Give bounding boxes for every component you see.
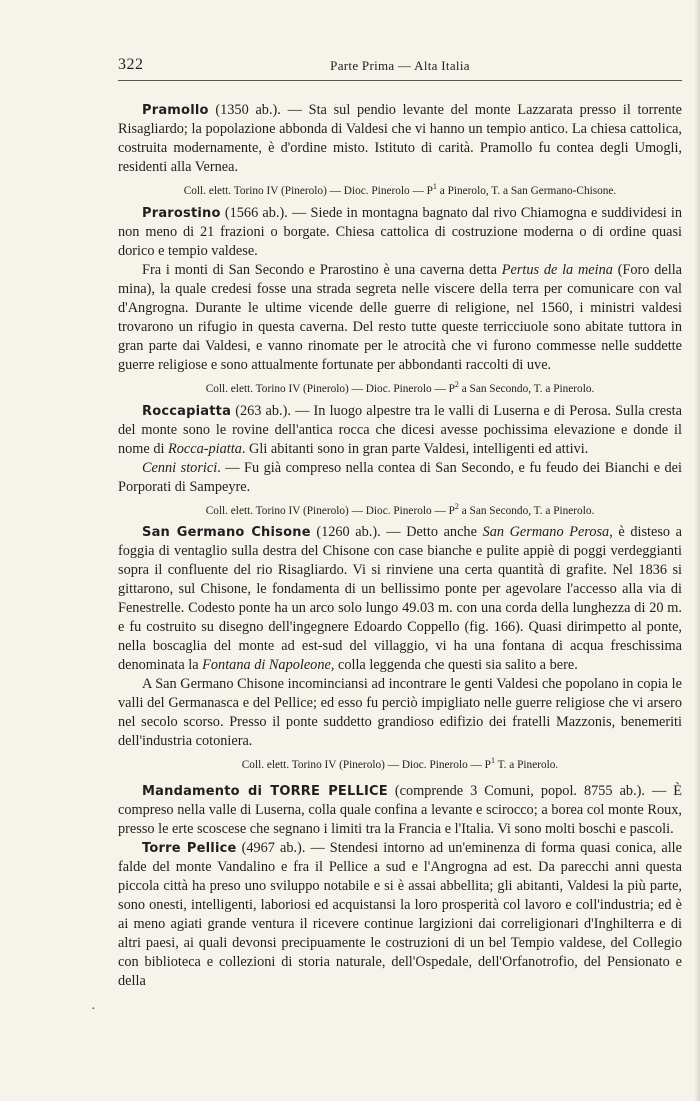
entry-text: (1350 ab.). — Sta sul pendio levante del monte Lazzarata presso il torrente Risagliardo; la popolazione abbonda di Valdesi che vi hanno un tempio antico. La chiesa cattolica, costruita modernamente, è d'ordine misto. Istituto di carità. Pramollo fu contea degli Umogli, residenti alla Vernea. [118,102,682,175]
entry-title: Prarostino [142,205,221,221]
page-body [118,101,682,991]
header-rule [118,80,682,81]
entry-mandamento-torre-pellice: Mandamento di TORRE PELLICE (comprende 3 Comuni, popol. 8755 ab.). — È compreso nella valle di Luserna, colla quale confina a levante e scirocco; a borea col monte Roux, presso le erte scoscese che segnano i limiti tra la Francia e l'Italia. Vi sono molti boschi e pascoli. [118,783,682,838]
place-name: Rocca-piatta [168,440,242,457]
admin-note: Coll. elett. Torino IV (Pinerolo) — Dioc. Pinerolo — $P^2$ a San Secondo, T. a Pinerolo. [205,501,595,517]
page-edge-shadow [694,0,700,1101]
place-name: San Germano Perosa [482,524,610,541]
admin-note: Coll. elett. Torino IV (Pinerolo) — Dioc. Pinerolo — $P^1$ T. a Pinerolo. [241,756,559,772]
section-label: Cenni storici [142,459,218,476]
entry-title: Mandamento di TORRE PELLICE [142,784,388,800]
entry-title: Roccapiatta [142,403,232,419]
page-number: 322 [118,56,144,73]
entry-title: San Germano Chisone [142,525,311,541]
entry-pramollo [118,101,682,177]
entry-title: Pramollo [142,103,209,118]
entry-torre-pellice: Torre Pellice (4967 ab.). — Stendesi intorno ad un'eminenza di forma quasi conica, alle falde del monte Vandalino e fra il Pellice a sud e l'Angrogna ad est. Da parecchi anni questa piccola città ha preso uno sviluppo notabile e si è assai abbellita; gli abitanti, Valdesi la più parte, sono onesti, intelligenti, laboriosi ed acquistansi la loro prosperità col lavoro e coll'industria; ed è ai meno agiati grande ventura il ricevere continue largizioni dai correligionari d'Inghilterra e di altri paesi, ai quali devonsi precipuamente le costruzioni di un bel Tempio valdese, del Collegio con biblioteca e collezioni di storia naturale, dell'Ospedale, dell'Orfanotrofio, del Pensionato e della [118,840,682,990]
running-title: Parte Prima — Alta Italia [330,58,470,73]
admin-note: Coll. elett. Torino IV (Pinerolo) — Dioc. Pinerolo — $P^2$ a San Secondo, T. a Pinerolo. [205,379,595,395]
place-name: Pertus de la meina [501,261,613,278]
entry-title: Torre Pellice [142,841,237,857]
running-head [118,56,682,78]
entry-paragraph: A San Germano Chisone incominciansi ad incontrare le genti Valdesi che popolano in copia le valli del Germanasca e del Pellice; ed esso fu perciò impigliato nelle guerre religiose che vi arsero nel secolo scorso. Presso il ponte suddetto grandioso edifizio dei fratelli Mazzonis, benemeriti dell'industria cotoniera. [118,676,682,750]
entry-paragraph: Cenni storici. — Fu già compreso nella contea di San Secondo, e fu feudo dei Bianchi e dei Porporati di Sampeyre. [118,459,683,495]
admin-note: Coll. elett. Torino IV (Pinerolo) — Dioc. Pinerolo — $P^1$ a Pinerolo, T. a San Germano-Chisone. [183,182,617,197]
place-name: Fontana di Napoleone [202,657,331,674]
margin-mark: · [91,1002,96,1017]
entry-san-germano-chisone: San Germano Chisone (1260 ab.). — Detto anche San Germano Perosa, è disteso a foggia di ventaglio sulla destra del Chisone con case bianche e pulite appiè di poggi verdeggianti sopra il confluente del rio Risagliardo. Vi si rinviene una certa quantità di grafite. Nel 1836 si gittarono, sul Chisone, le fondamenta di un bellissimo ponte per agevolare l'accesso alla via di Fenestrelle. Codesto ponte ha un arco solo lungo 49.03 m. con una corda della lunghezza di 20 m. e fu costruito su disegno dell'ingegnere Edoardo Coppello (fig. 166). Quasi dirimpetto al ponte, nella boscaglia del monte ad est-sud del villaggio, vi ha una fontana di acqua freschissima denominata la Fontana di Napoleone, colla leggenda che questi sia salito a bere. [118,524,683,674]
entry-paragraph: Fra i monti di San Secondo e Prarostino è una caverna detta Pertus de la meina (Foro della mina), la quale credesi fosse una strada segreta nelle viscere della terra per comunicare con val d'Angrogna. Durante le ultime vicende delle guerre di religione, nel 1560, i ministri valdesi trovarono un rifugio in questa caverna. Del resto tutte queste terricciuole sono abitate tuttora in gran parte dai Valdesi, e vanno rinomate per le atrocità che vi furono commesse nelle suddette guerre religiose e sono attualmente fortunate per abbondanti raccolti di uve. [118,261,683,373]
entry-text: (1566 ab.). — Siede in montagna bagnato dal rivo Chiamogna e suddividesi in non meno di 21 frazioni o borgate. Chiesa cattolica di costruzione moderna o di ordine quasi dorico e tempio valdese. [118,204,682,259]
entry-roccapiatta: Roccapiatta (263 ab.). — In luogo alpestre tra le valli di Luserna e di Perosa. Sulla cresta del monte sono le rovine dell'antica rocca che dicesi avesse pochissima elevazione e donde il nome di Rocca-piatta. Gli abitanti sono in gran parte Valdesi, intelligenti ed attivi. [118,402,682,457]
entry-prarostino [118,204,682,261]
